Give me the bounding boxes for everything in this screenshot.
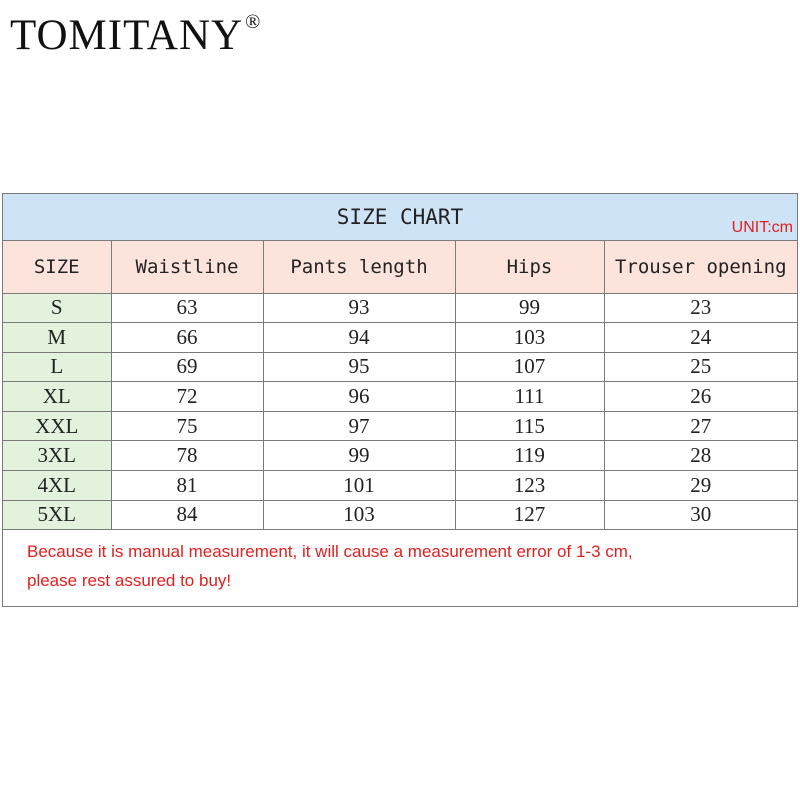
brand-logo [10,11,262,59]
measurement-cell: 28 [604,441,797,471]
measurement-cell: 75 [111,411,263,441]
measurement-cell: 30 [604,500,797,530]
table-row [3,500,797,530]
table-row [3,471,797,501]
table-header-row [3,241,797,293]
unit-label: UNIT:cm [731,219,793,236]
size-cell: XL [3,382,111,412]
table-row [3,293,797,323]
measurement-cell: 103 [455,323,604,353]
column-header-trouser-opening: Trouser opening [604,241,797,293]
measurement-cell: 84 [111,500,263,530]
measurement-note-line-1: Because it is manual measurement, it will cause a measurement error of 1-3 cm, [27,542,633,561]
measurement-cell: 66 [111,323,263,353]
measurement-cell: 94 [263,323,455,353]
measurement-cell: 96 [263,382,455,412]
measurement-cell: 26 [604,382,797,412]
table-row [3,382,797,412]
column-header-hips: Hips [455,241,604,293]
column-header-size: SIZE [3,241,111,293]
measurement-cell: 29 [604,471,797,501]
measurement-cell: 81 [111,471,263,501]
measurement-cell: 23 [604,293,797,323]
table-row [3,352,797,382]
size-cell: XXL [3,411,111,441]
measurement-cell: 103 [263,500,455,530]
size-table-body [3,293,797,530]
column-header-pants-length: Pants length [263,241,455,293]
measurement-cell: 93 [263,293,455,323]
measurement-cell: 27 [604,411,797,441]
measurement-cell: 123 [455,471,604,501]
measurement-cell: 127 [455,500,604,530]
measurement-cell: 24 [604,323,797,353]
size-chart-title-row [3,194,797,241]
measurement-cell: 119 [455,441,604,471]
measurement-cell: 101 [263,471,455,501]
measurement-cell: 115 [455,411,604,441]
measurement-cell: 99 [455,293,604,323]
measurement-cell: 69 [111,352,263,382]
measurement-cell: 95 [263,352,455,382]
size-chart [2,193,798,607]
measurement-cell: 63 [111,293,263,323]
size-cell: 3XL [3,441,111,471]
measurement-cell: 107 [455,352,604,382]
size-cell: 5XL [3,500,111,530]
table-row [3,411,797,441]
size-cell: 4XL [3,471,111,501]
brand-name: TOMITANY [10,12,244,59]
measurement-cell: 97 [263,411,455,441]
measurement-note [3,534,797,606]
size-cell: S [3,293,111,323]
measurement-cell: 78 [111,441,263,471]
table-row [3,441,797,471]
measurement-cell: 99 [263,441,455,471]
size-cell: M [3,323,111,353]
size-table [3,241,797,530]
measurement-cell: 25 [604,352,797,382]
size-chart-title: SIZE CHART [336,205,464,229]
registered-mark: ® [245,11,262,33]
measurement-cell: 111 [455,382,604,412]
table-row [3,323,797,353]
measurement-note-line-2: please rest assured to buy! [27,571,232,590]
size-cell: L [3,352,111,382]
measurement-cell: 72 [111,382,263,412]
column-header-waistline: Waistline [111,241,263,293]
